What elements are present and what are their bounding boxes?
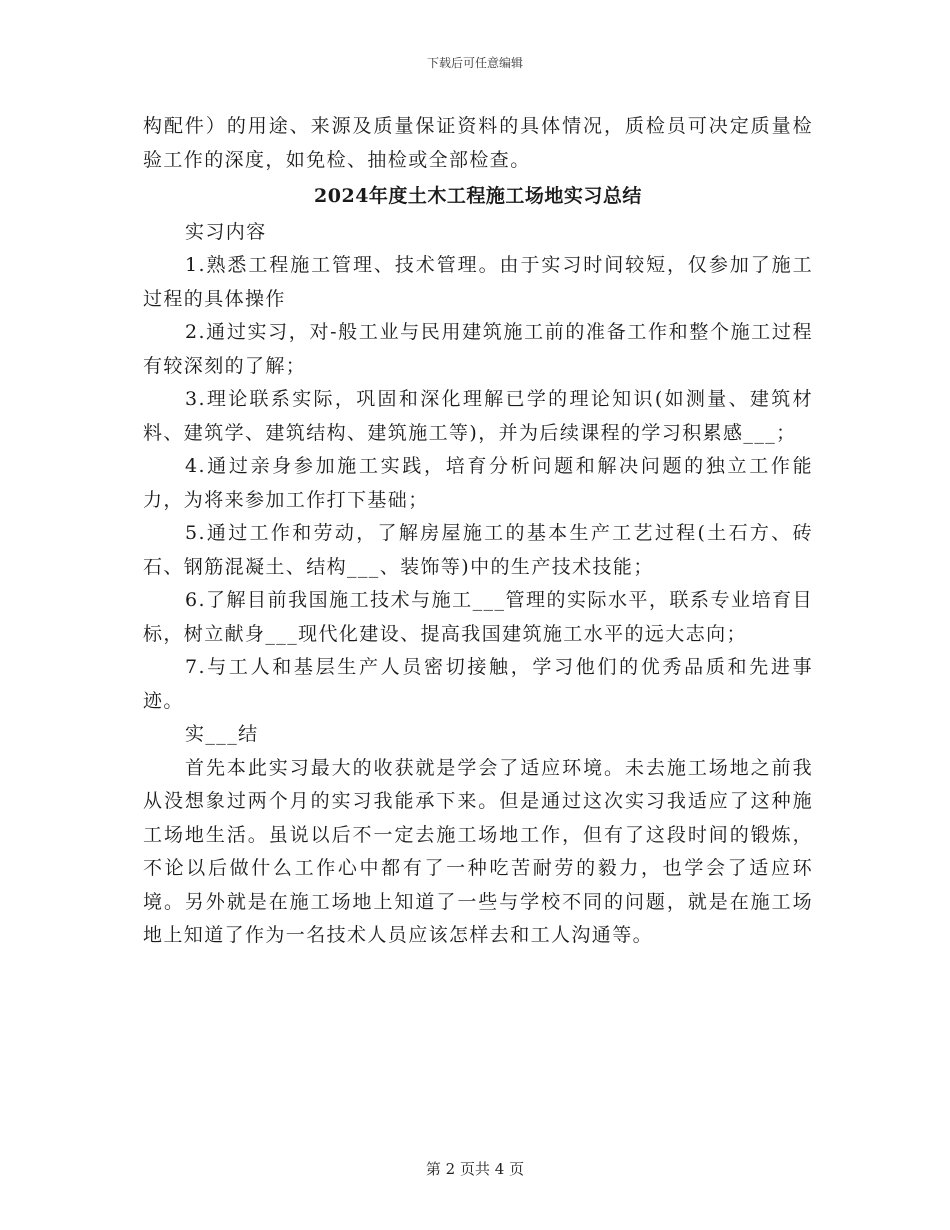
list-item-3: 3.理论联系实际，巩固和深化理解已学的理论知识(如测量、建筑材料、建筑学、建筑结构、建筑施工等)，并为后续课程的学习积累感___； [143,388,813,444]
document-body [143,110,813,953]
list-item-5: 5.通过工作和劳动，了解房屋施工的基本生产工艺过程(土石方、砖石、钢筋混凝土、结构___、装饰等)中的生产技术技能； [143,522,813,578]
list-item-4: 4.通过亲身参加施工实践，培育分析问题和解决问题的独立工作能力，为将来参加工作打下基础； [143,455,813,511]
list-item-7: 7.与工人和基层生产人员密切接触，学习他们的优秀品质和先进事迹。 [143,656,813,712]
section-heading-summary: 实___结 [185,723,259,745]
document-title: 2024年度土木工程施工场地实习总结 [314,185,642,207]
list-item-1: 1.熟悉工程施工管理、技术管理。由于实习时间较短，仅参加了施工过程的具体操作 [143,254,813,310]
list-item-6: 6.了解目前我国施工技术与施工___管理的实际水平，联系专业培育目标，树立献身___现代化建设、提高我国建筑施工水平的远大志向； [143,589,813,645]
page-number: 第 2 页共 4 页 [425,1160,525,1178]
section-heading-content: 实习内容 [185,220,267,243]
list-item-2: 2.通过实习，对-般工业与民用建筑施工前的准备工作和整个施工过程有较深刻的了解； [143,321,813,377]
summary-paragraph: 首先本此实习最大的收获就是学会了适应环境。未去施工场地之前我从没想象过两个月的实习我能承下来。但是通过这次实习我适应了这种施工场地生活。虽说以后不一定去施工场地工作，但有了这段时间的锻炼，不论以后做什么工作心中都有了一种吃苦耐劳的毅力，也学会了适应环境。另外就是在施工场地上知道了一些与学校不同的问题，就是在施工场地上知道了作为一名技术人员应该怎样去和工人沟通等。 [143,756,813,946]
continued-paragraph: 构配件）的用途、来源及质量保证资料的具体情况，质检员可决定质量检验工作的深度，如免检、抽检或全部检查。 [143,115,813,171]
page-header: 下载后可任意编辑 [426,56,523,70]
